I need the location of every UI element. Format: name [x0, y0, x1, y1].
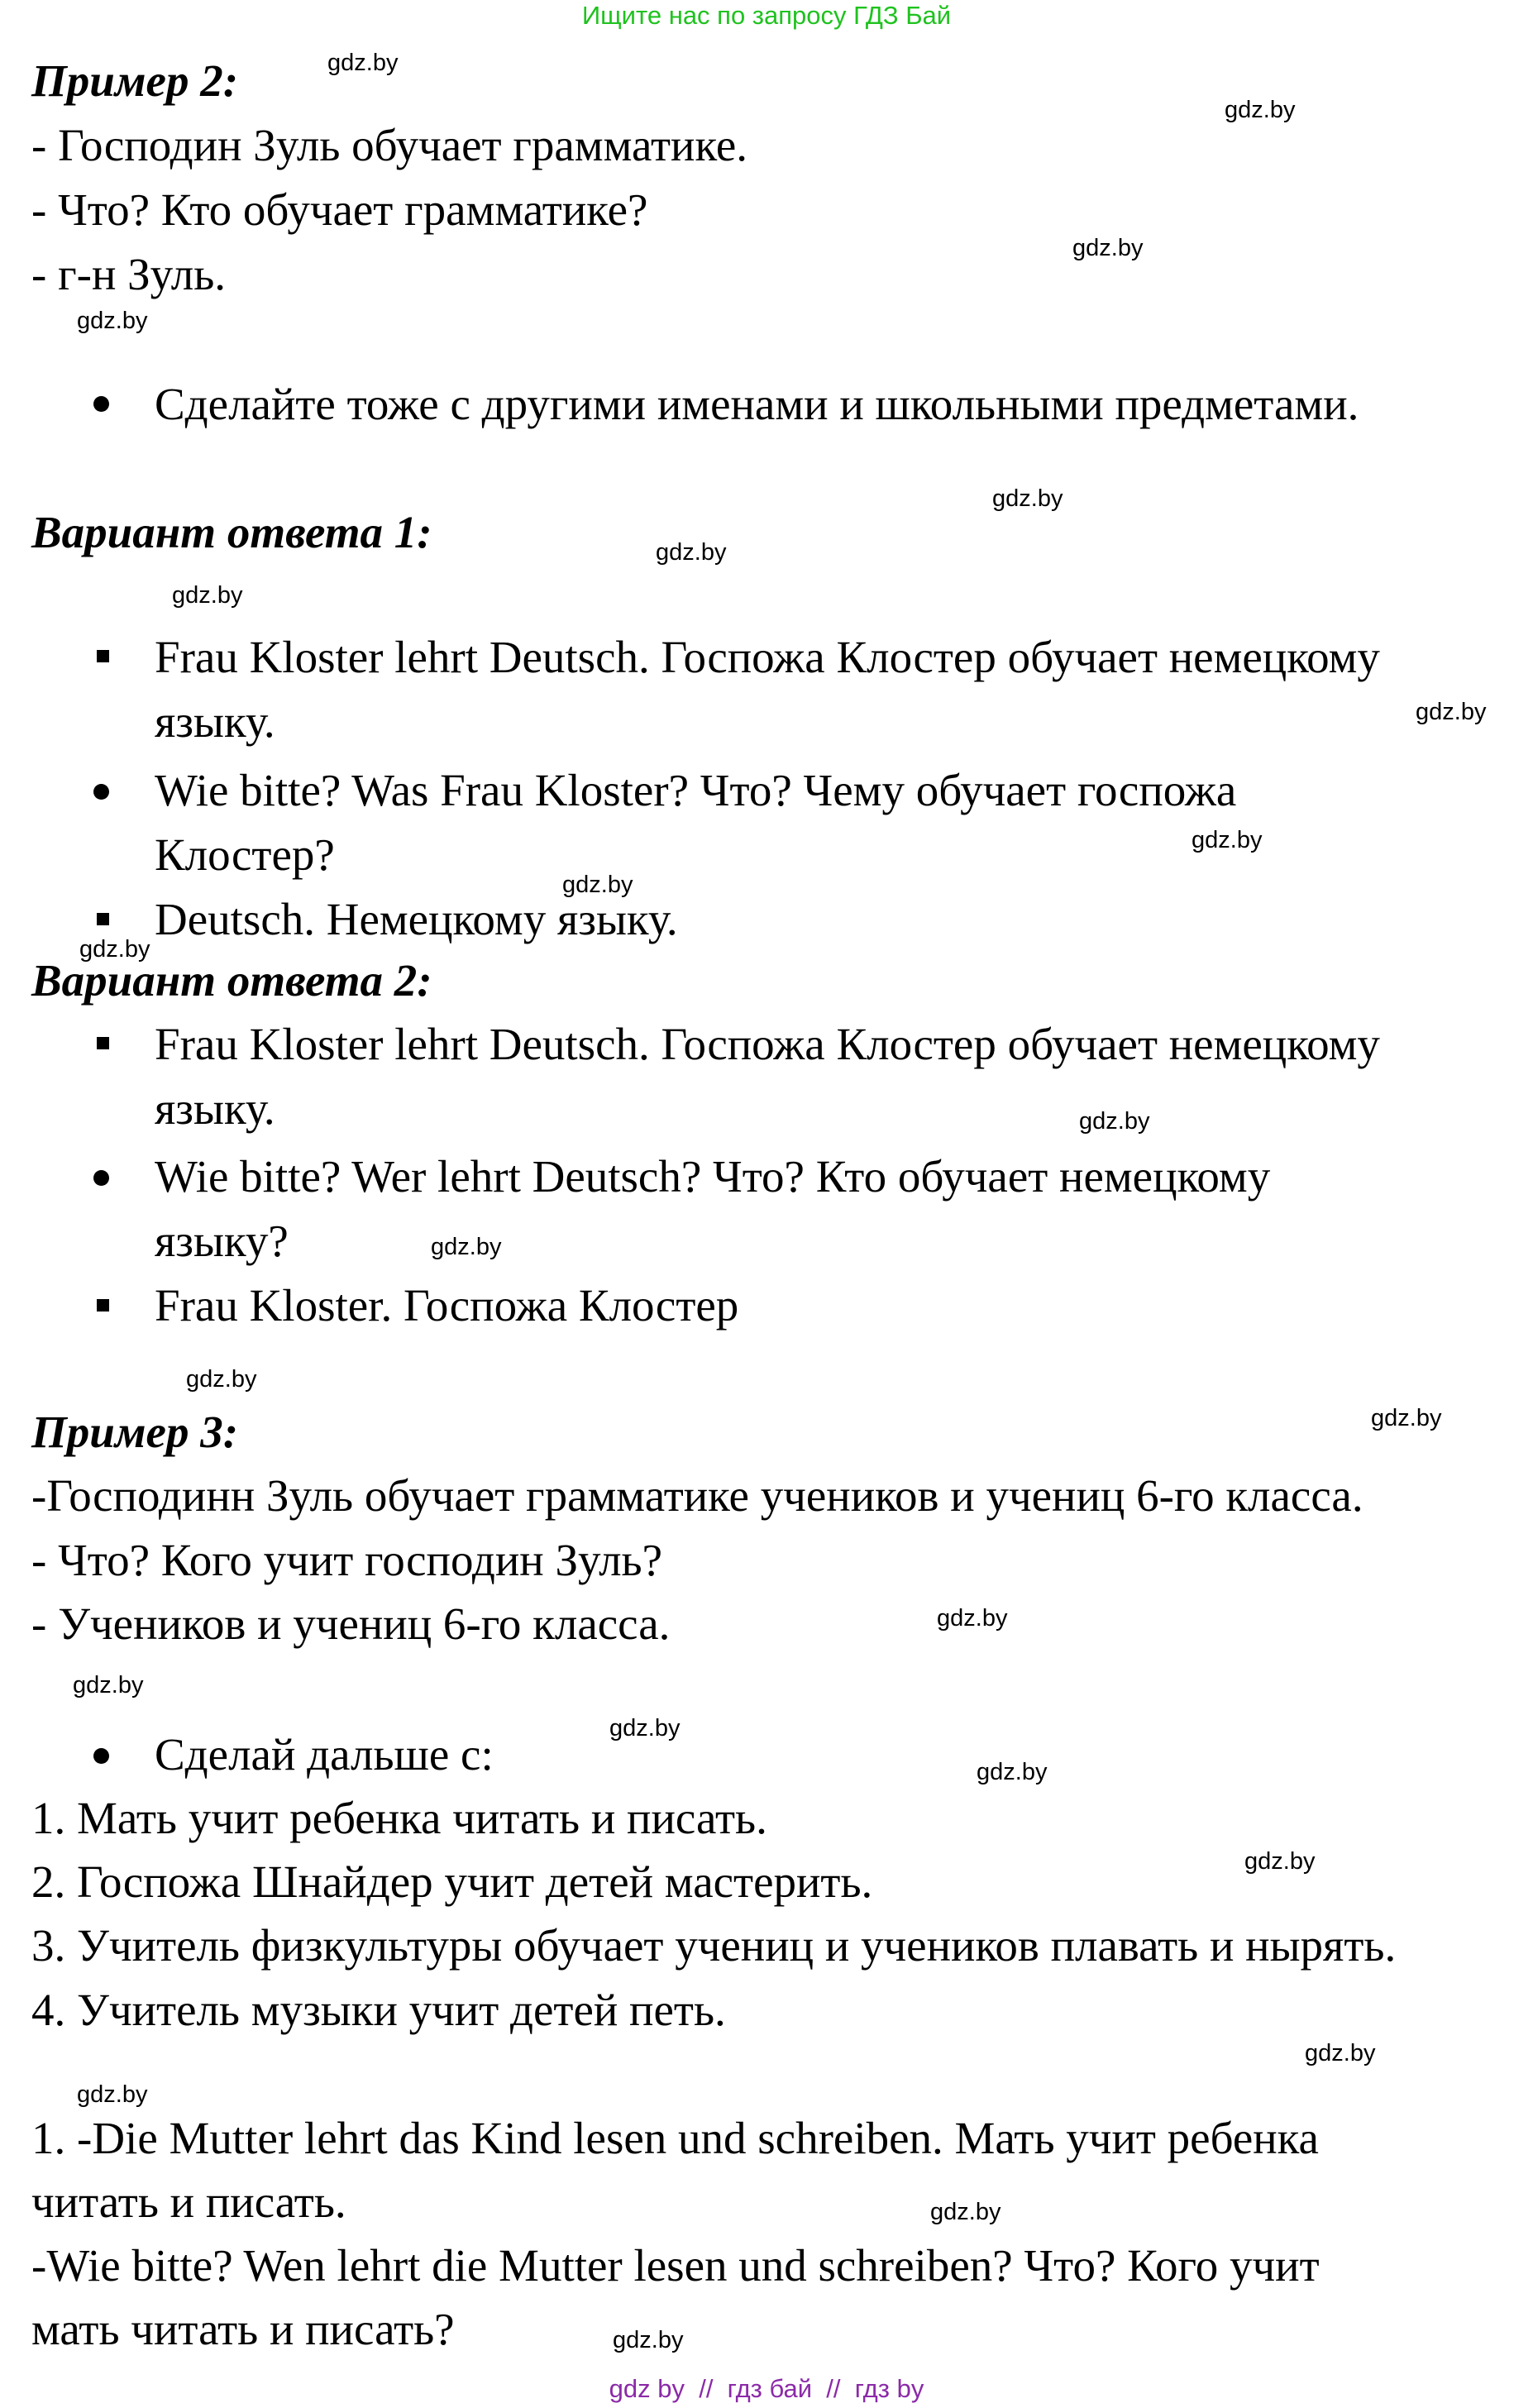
- variant1-heading: Вариант ответа 1:: [31, 507, 432, 557]
- variant2-item1-line2: языку.: [155, 1083, 275, 1134]
- example2-line-2: - Что? Кто обучает грамматике?: [31, 184, 648, 235]
- example2-heading: Пример 2:: [31, 55, 239, 106]
- watermark: gdz.by: [992, 485, 1063, 512]
- example3-line-1: -Господинн Зуль обучает грамматике учеников и учениц 6-го класса.: [31, 1470, 1363, 1521]
- bullet-square-icon: [97, 650, 109, 662]
- watermark: gdz.by: [609, 1715, 681, 1742]
- footer-links: gdz by // гдз бай // гдз by: [609, 2374, 924, 2403]
- example3-line-3: - Учеников и учениц 6-го класса.: [31, 1598, 671, 1649]
- variant2-item2-line2: языку?: [155, 1216, 289, 1266]
- watermark: gdz.by: [172, 582, 243, 609]
- watermark: gdz.by: [77, 2081, 148, 2108]
- numbered-item-3: 3. Учитель физкультуры обучает учениц и учеников плавать и нырять.: [31, 1920, 1397, 1971]
- answer-line-2: читать и писать.: [31, 2176, 346, 2227]
- variant2-heading: Вариант ответа 2:: [31, 955, 432, 1006]
- watermark: gdz.by: [1371, 1405, 1442, 1431]
- variant2-item3-line1: Frau Kloster. Госпожа Клостер: [155, 1280, 739, 1331]
- numbered-item-2: 2. Госпожа Шнайдер учит детей мастерить.: [31, 1856, 873, 1907]
- top-banner: Ищите нас по запросу ГДЗ Бай: [581, 1, 952, 30]
- numbered-item-1: 1. Мать учит ребенка читать и писать.: [31, 1793, 767, 1843]
- answer-line-3: -Wie bitte? Wen lehrt die Mutter lesen und schreiben? Что? Кого учит: [31, 2240, 1320, 2291]
- watermark: gdz.by: [656, 539, 727, 566]
- bullet-square-icon: [97, 913, 109, 925]
- watermark: gdz.by: [977, 1759, 1048, 1785]
- bullet-dot-icon: [93, 1170, 109, 1186]
- example2-line-3: - г-н Зуль.: [31, 249, 227, 299]
- bullet-square-icon: [97, 1037, 109, 1049]
- variant1-item3-line1: Deutsch. Немецкому языку.: [155, 894, 678, 944]
- watermark: gdz.by: [562, 872, 633, 898]
- answer-line-4: мать читать и писать?: [31, 2304, 455, 2354]
- watermark: gdz.by: [1305, 2040, 1376, 2066]
- watermark: gdz.by: [1244, 1848, 1316, 1875]
- watermark: gdz.by: [327, 50, 399, 76]
- watermark: gdz.by: [613, 2327, 684, 2353]
- answer-line-1: 1. -Die Mutter lehrt das Kind lesen und schreiben. Мать учит ребенка: [31, 2113, 1319, 2163]
- bullet-dot-icon: [93, 396, 109, 412]
- variant1-item1-line1: Frau Kloster lehrt Deutsch. Госпожа Клостер обучает немецкому: [155, 632, 1380, 682]
- example3-line-2: - Что? Кого учит господин Зуль?: [31, 1535, 663, 1585]
- variant1-item1-line2: языку.: [155, 696, 275, 747]
- watermark: gdz.by: [1192, 827, 1263, 853]
- watermark: gdz.by: [431, 1234, 502, 1260]
- watermark: gdz.by: [1079, 1108, 1150, 1135]
- numbered-item-4: 4. Учитель музыки учит детей петь.: [31, 1985, 726, 2035]
- variant2-item1-line1: Frau Kloster lehrt Deutsch. Госпожа Клостер обучает немецкому: [155, 1019, 1380, 1069]
- watermark: gdz.by: [1416, 699, 1487, 725]
- watermark: gdz.by: [937, 1605, 1008, 1632]
- example2-line-1: - Господин Зуль обучает грамматике.: [31, 120, 748, 170]
- example3-task: Сделай дальше с:: [155, 1729, 494, 1780]
- watermark: gdz.by: [1072, 235, 1144, 261]
- watermark: gdz.by: [73, 1672, 144, 1698]
- watermark: gdz.by: [79, 936, 150, 963]
- watermark: gdz.by: [930, 2199, 1001, 2225]
- example2-task: Сделайте тоже с другими именами и школьными предметами.: [155, 379, 1359, 429]
- watermark: gdz.by: [186, 1366, 257, 1393]
- variant1-item2-line2: Клостер?: [155, 829, 335, 880]
- bullet-dot-icon: [93, 784, 109, 800]
- variant1-item2-line1: Wie bitte? Was Frau Kloster? Что? Чему обучает госпожа: [155, 765, 1237, 815]
- watermark: gdz.by: [1225, 97, 1296, 123]
- variant2-item2-line1: Wie bitte? Wer lehrt Deutsch? Что? Кто обучает немецкому: [155, 1151, 1271, 1202]
- example3-heading: Пример 3:: [31, 1407, 239, 1457]
- bullet-square-icon: [97, 1299, 109, 1312]
- watermark: gdz.by: [77, 308, 148, 334]
- bullet-dot-icon: [93, 1748, 109, 1764]
